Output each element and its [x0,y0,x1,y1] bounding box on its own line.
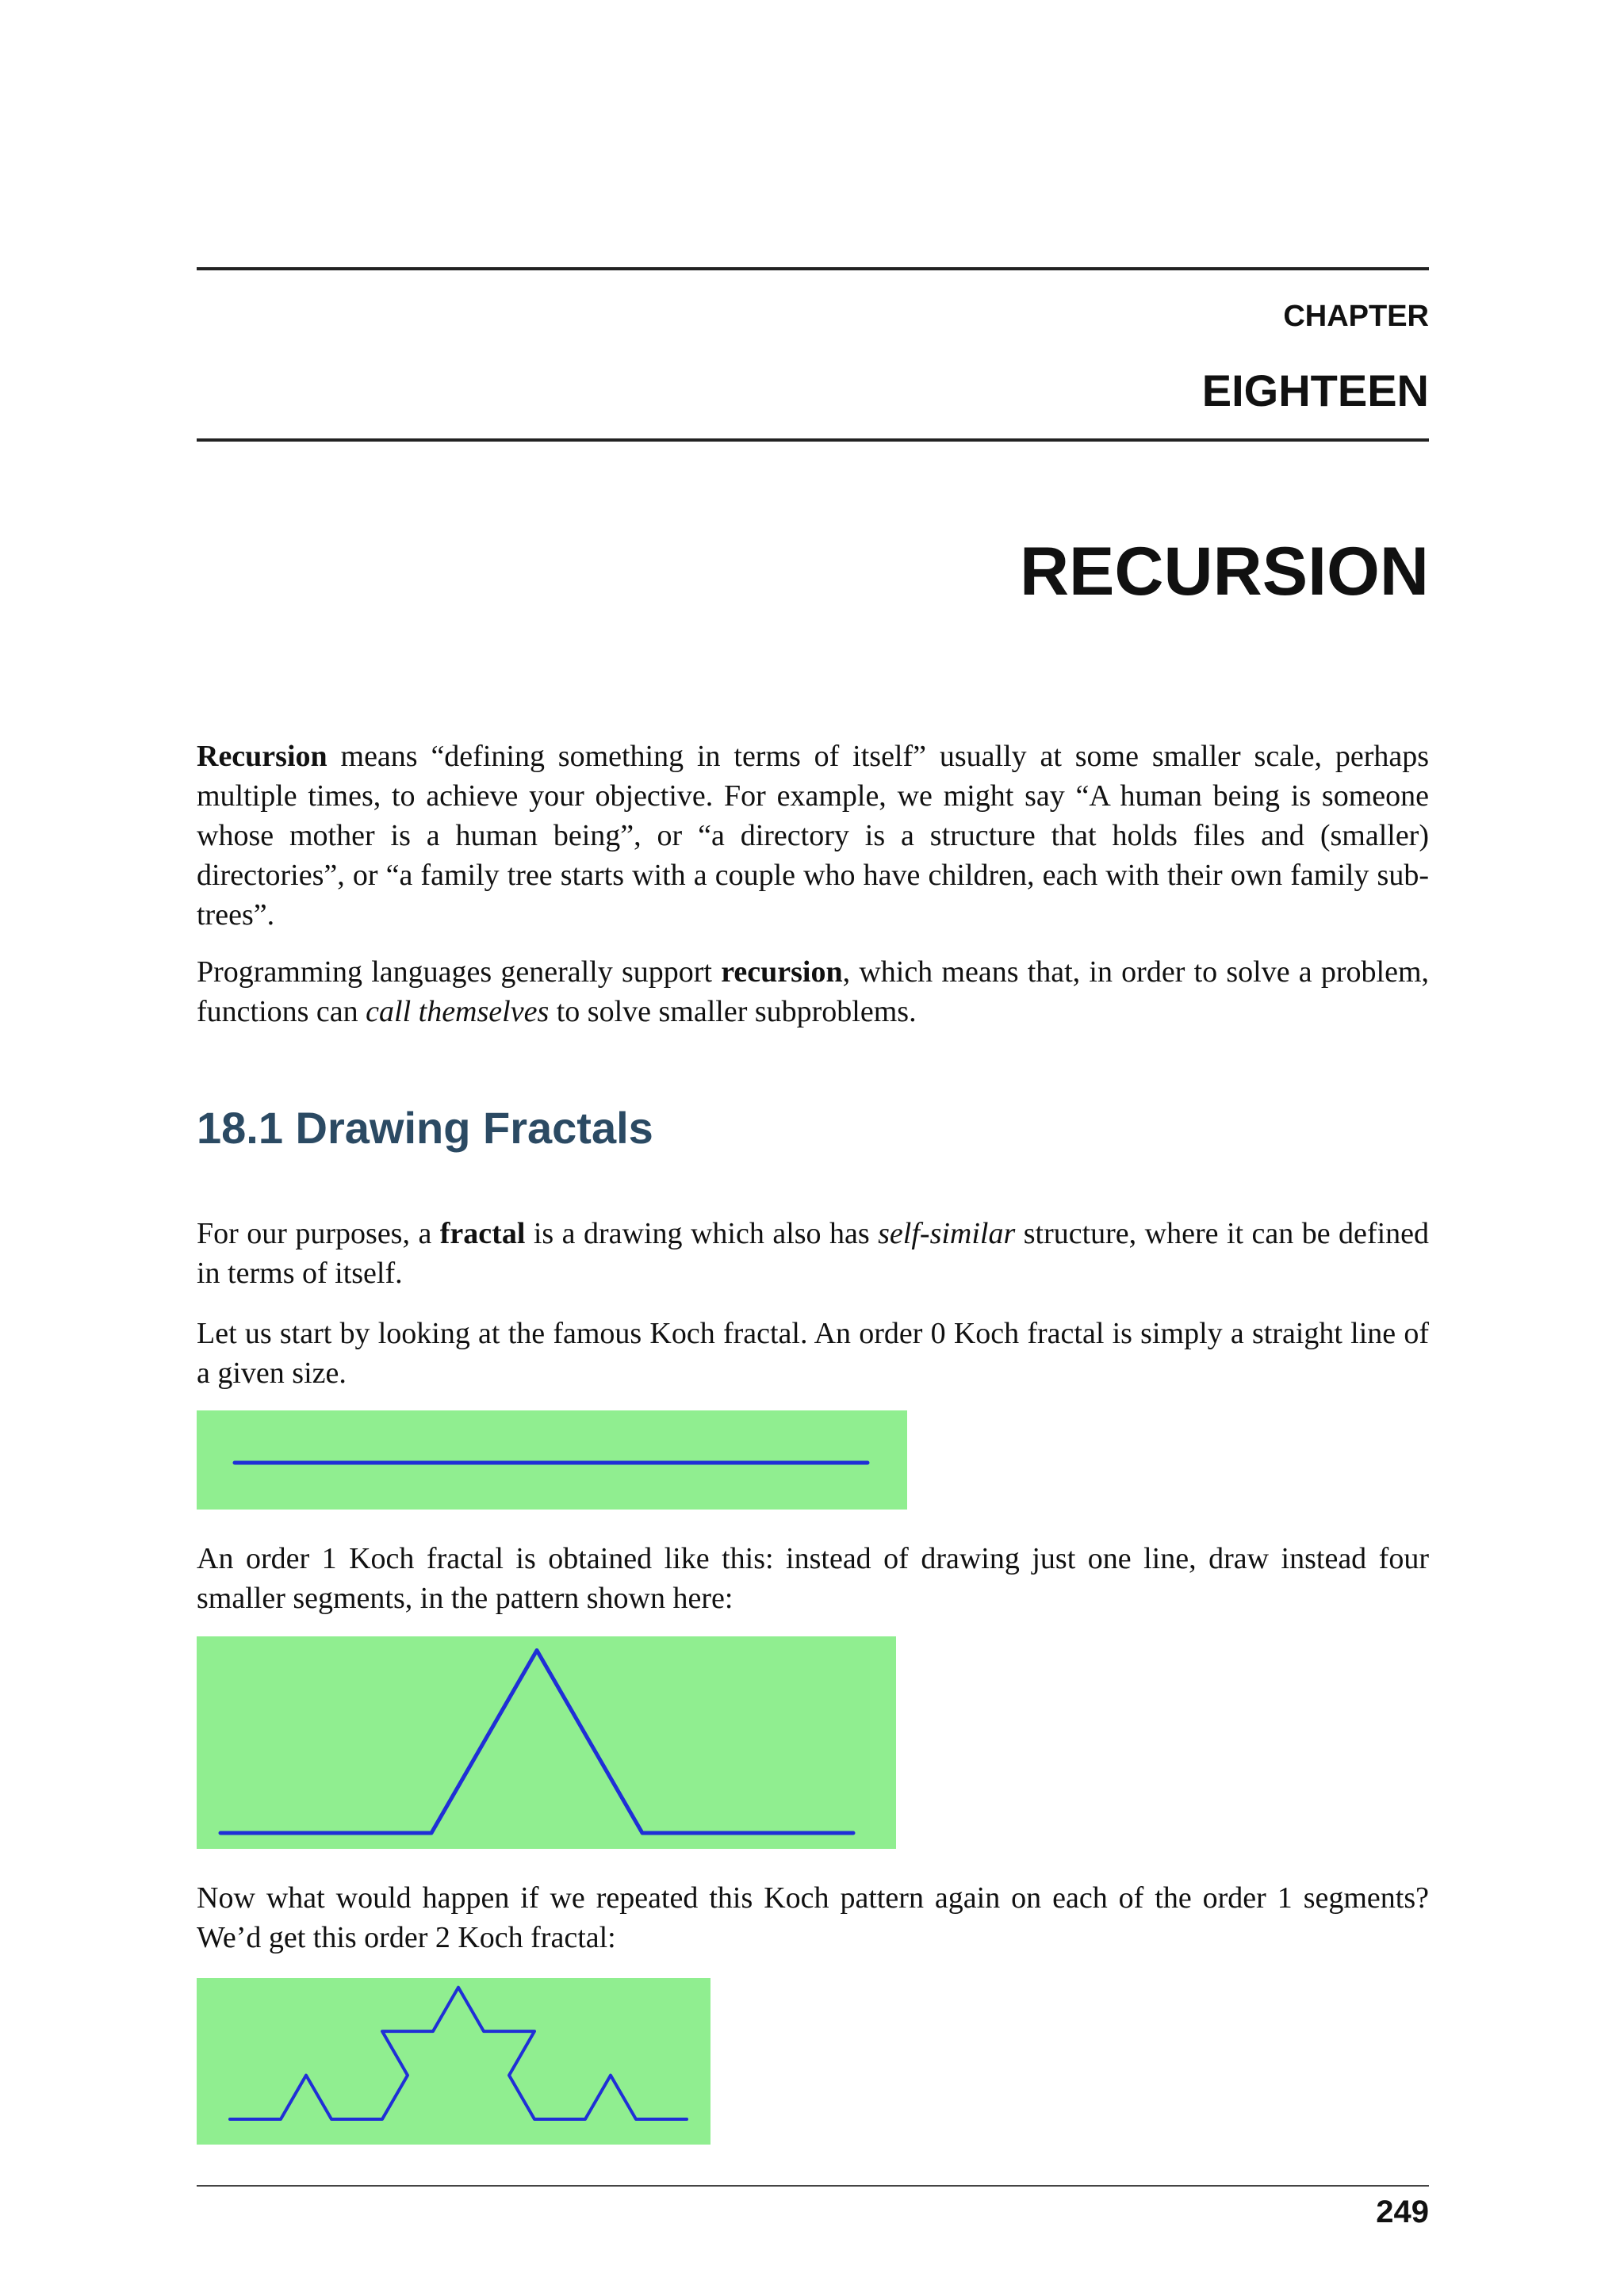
italic-self-similar: self-similar [878,1217,1016,1250]
koch-order-2-figure [197,1978,710,2145]
section-paragraph-2: Let us start by looking at the famous Koch fractal. An order 0 Koch fractal is simply a straight line of a given size. [197,1317,1429,1390]
intro-paragraph-2-middle: , which means that, in order to solve a problem, functions can [197,955,1430,1028]
chapter-top-rule [197,267,1429,270]
section-paragraph-3: An order 1 Koch fractal is obtained like this: instead of drawing just one line, draw instead four smaller segments, in the pattern shown here: [197,1542,1429,1615]
section-paragraph-4: Now what would happen if we repeated this Koch pattern again on each of the order 1 segments? We’d get this order 2 Koch fractal: [197,1881,1429,1954]
section-paragraph-1 [197,1214,1429,1293]
chapter-bottom-rule [197,438,1429,442]
term-recursion: Recursion [197,740,327,773]
chapter-title: RECURSION [1019,534,1429,610]
section-paragraph-1-middle: is a drawing which also has [525,1217,879,1250]
intro-paragraph-2-after: to solve smaller subproblems. [549,995,917,1028]
intro-paragraph-2 [197,952,1429,1031]
term-fractal: fractal [439,1217,526,1250]
italic-call-themselves: call themselves [366,995,550,1028]
footer-rule [197,2185,1429,2187]
koch-order-1-figure [197,1636,896,1849]
term-recursion-2: recursion [721,955,843,989]
page-number: 249 [1376,2195,1429,2229]
section-paragraph-1-after: structure, where it can be defined in terms of itself. [197,1217,1430,1290]
chapter-number: EIGHTEEN [1201,365,1429,415]
section-paragraph-1-before: For our purposes, a [197,1217,440,1250]
chapter-label: CHAPTER [1283,300,1429,333]
intro-paragraph-1 [197,737,1429,935]
intro-paragraph-1-text: means “defining something in terms of itself” usually at some smaller scale, perhaps multiple times, to achieve your objective. For example, we might say “A human being is someone whose mother is a human being”, or “a directory is a structure that holds files and (smaller) directories”, or “a family tree starts with a couple who have children, each with their own family sub-trees”. [197,740,1429,932]
figure-background [197,1410,907,1510]
intro-paragraph-2-before: Programming languages generally support [197,955,722,989]
koch-order-0-figure [197,1410,907,1510]
section-title: 18.1 Drawing Fractals [197,1103,653,1153]
